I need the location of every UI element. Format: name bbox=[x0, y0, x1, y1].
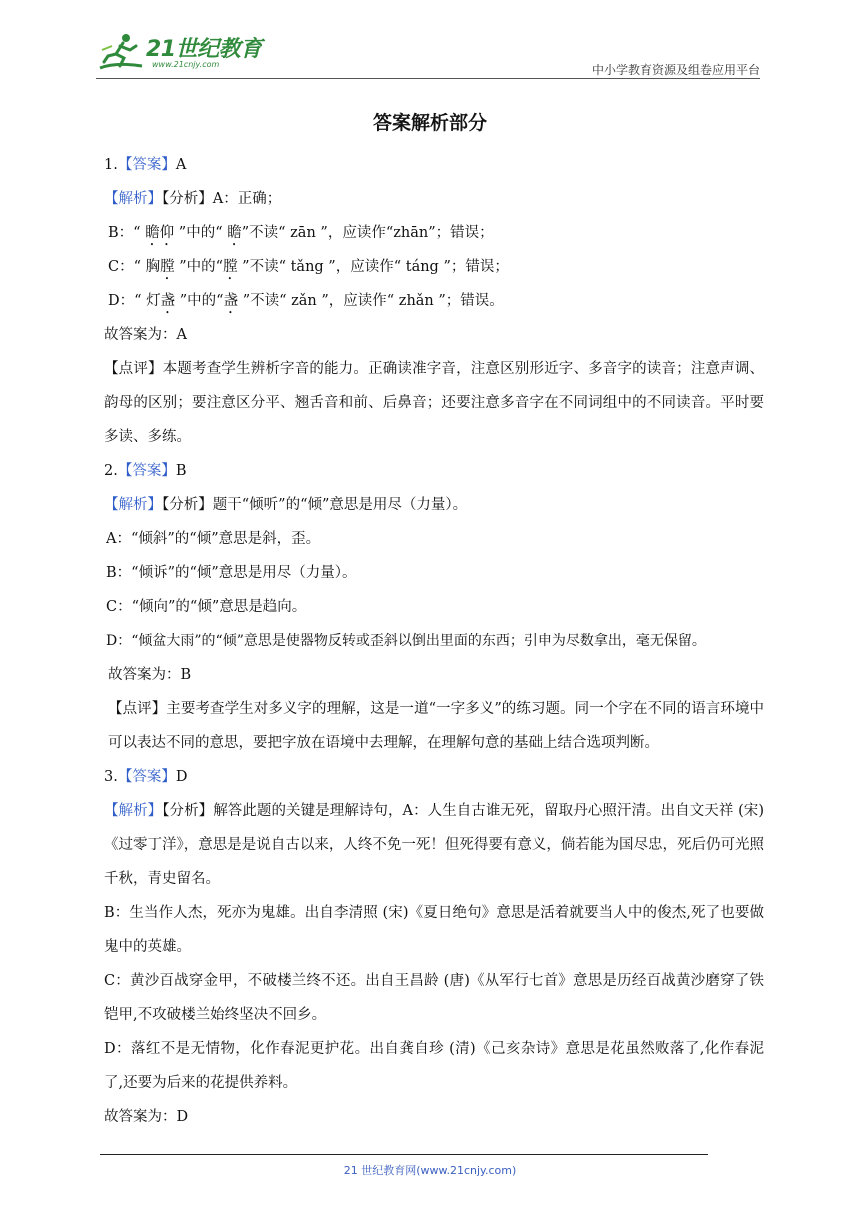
fenxi-tag: 【分析】 bbox=[162, 497, 213, 513]
q1-d-mid: ”中的“ bbox=[175, 293, 224, 309]
answer-tag: 【答案】 bbox=[117, 463, 176, 479]
q3-number: 3. bbox=[104, 769, 118, 785]
comment-tag: 【点评】 bbox=[108, 701, 167, 717]
q1-d-post: ”不读“ zǎn ”，应读作“ zhǎn ”；错误。 bbox=[238, 293, 504, 309]
footer-link[interactable]: 21 世纪教育网(www.21cnjy.com) bbox=[343, 1164, 517, 1177]
answer-tag: 【答案】 bbox=[117, 769, 176, 785]
q1-b-pre: B：“ bbox=[108, 225, 146, 241]
q1-b-mid: ”中的“ bbox=[174, 225, 228, 241]
q1-option-d bbox=[104, 284, 764, 318]
q3-option-d: D：落红不是无情物，化作春泥更护花。出自龚自珍 (清)《己亥杂诗》意思是花虽然败落了,化作春泥了,还要为后来的花提供养料。 bbox=[104, 1041, 764, 1091]
q3-final: 故答案为：D bbox=[104, 1109, 189, 1125]
header-divider bbox=[96, 78, 760, 79]
q3-answer: D bbox=[175, 769, 188, 785]
site-logo[interactable] bbox=[96, 30, 266, 78]
q1-d-pre: D：“ 灯 bbox=[108, 293, 161, 309]
q2-option-c: C：“倾向”的“倾”意思是趋向。 bbox=[106, 599, 307, 615]
q2-option-b: B：“倾诉”的“倾”意思是用尽（力量）。 bbox=[106, 565, 357, 581]
q3-option-b: B：生当作人杰，死亦为鬼雄。出自李清照 (宋)《夏日绝句》意思是活着就要当人中的俊杰,死了也要做鬼中的英雄。 bbox=[104, 905, 764, 955]
q1-option-b bbox=[104, 216, 764, 250]
q3-a-text: 解答此题的关键是理解诗句，A：人生自古谁无死，留取丹心照汗清。出自文天祥 (宋)《过零丁洋》，意思是是说自古以来，人终不免一死！但死得要有意义，倘若能为国尽忠，死后仍可光照千秋，青史留名。 bbox=[104, 803, 765, 887]
page-header bbox=[96, 30, 760, 78]
q1-analysis-line bbox=[104, 182, 764, 216]
q1-c-char2: 膛 bbox=[223, 259, 238, 275]
q1-answer: A bbox=[175, 157, 187, 173]
q2-analysis-line bbox=[104, 488, 764, 522]
q3-option-c: C：黄沙百战穿金甲，不破楼兰终不还。出自王昌龄 (唐)《从军行七首》意思是历经百战黄沙磨穿了铁铠甲,不攻破楼兰始终坚决不回乡。 bbox=[104, 973, 764, 1023]
q1-answer-line bbox=[104, 148, 764, 182]
q2-answer-line bbox=[104, 454, 764, 488]
running-man-icon bbox=[96, 32, 144, 76]
q1-option-c bbox=[104, 250, 764, 284]
q2-option-d: D：“倾盆大雨”的“倾”意思是使器物反转或歪斜以倒出里面的东西；引申为尽数拿出，毫无保留。 bbox=[106, 633, 706, 649]
q3-answer-line bbox=[104, 760, 764, 794]
q2-comment bbox=[104, 692, 764, 760]
q1-d-char1: 盏 bbox=[160, 293, 176, 309]
q1-c-post: ”不读“ tǎng ”，应读作“ táng ”；错误； bbox=[237, 259, 509, 275]
q1-c-char1: 膛 bbox=[160, 259, 175, 275]
analysis-tag: 【解析】 bbox=[104, 497, 162, 513]
q1-b-char: 瞻 bbox=[227, 225, 242, 241]
q2-final: 故答案为：B bbox=[108, 667, 192, 683]
q1-comment-text: 本题考查学生辨析字音的能力。正确读准字音，注意区别形近字、多音字的读音；注意声调、韵母的区别；要注意区分平、翘舌音和前、后鼻音；还要注意多音字在不同词组中的不同读音。平时要多读、多练。 bbox=[104, 361, 765, 445]
q2-option-a: A：“倾斜”的“倾”意思是斜，歪。 bbox=[106, 531, 321, 547]
q2-answer: B bbox=[175, 463, 187, 479]
answer-tag: 【答案】 bbox=[117, 157, 176, 173]
q1-c-pre: C：“ 胸 bbox=[108, 259, 161, 275]
answer-content bbox=[104, 148, 764, 1134]
comment-tag: 【点评】 bbox=[104, 361, 163, 377]
analysis-tag: 【解析】 bbox=[104, 803, 163, 819]
q1-comment bbox=[104, 352, 764, 454]
q2-intro: 题干“倾听”的“倾”意思是用尽（力量）。 bbox=[212, 497, 468, 513]
q3-analysis-a bbox=[104, 794, 764, 896]
q1-number: 1. bbox=[104, 157, 118, 173]
logo-url: www.21cnjy.com bbox=[152, 60, 220, 69]
q2-comment-text: 主要考查学生对多义字的理解，这是一道“一字多义”的练习题。同一个字在不同的语言环境中可以表达不同的意思，要把字放在语境中去理解，在理解句意的基础上结合选项判断。 bbox=[108, 701, 765, 751]
q1-b-post: ”不读“ zān ”，应读作“zhān”；错误； bbox=[241, 225, 494, 241]
fenxi-tag: 【分析】 bbox=[162, 191, 213, 207]
platform-name: 中小学教育资源及组卷应用平台 bbox=[591, 63, 760, 77]
footer-divider bbox=[100, 1154, 708, 1155]
q1-option-a: A：正确； bbox=[212, 191, 282, 207]
page-title: 答案解析部分 bbox=[372, 112, 487, 134]
q1-final: 故答案为：A bbox=[104, 327, 187, 343]
q1-c-mid: ”中的“ bbox=[174, 259, 224, 275]
q2-number: 2. bbox=[104, 463, 118, 479]
analysis-tag: 【解析】 bbox=[104, 191, 162, 207]
q1-d-char2: 盏 bbox=[223, 293, 239, 309]
fenxi-tag: 【分析】 bbox=[162, 803, 214, 819]
logo-name: 21世纪教育 bbox=[146, 37, 262, 62]
q1-b-word: 瞻仰 bbox=[145, 225, 175, 241]
